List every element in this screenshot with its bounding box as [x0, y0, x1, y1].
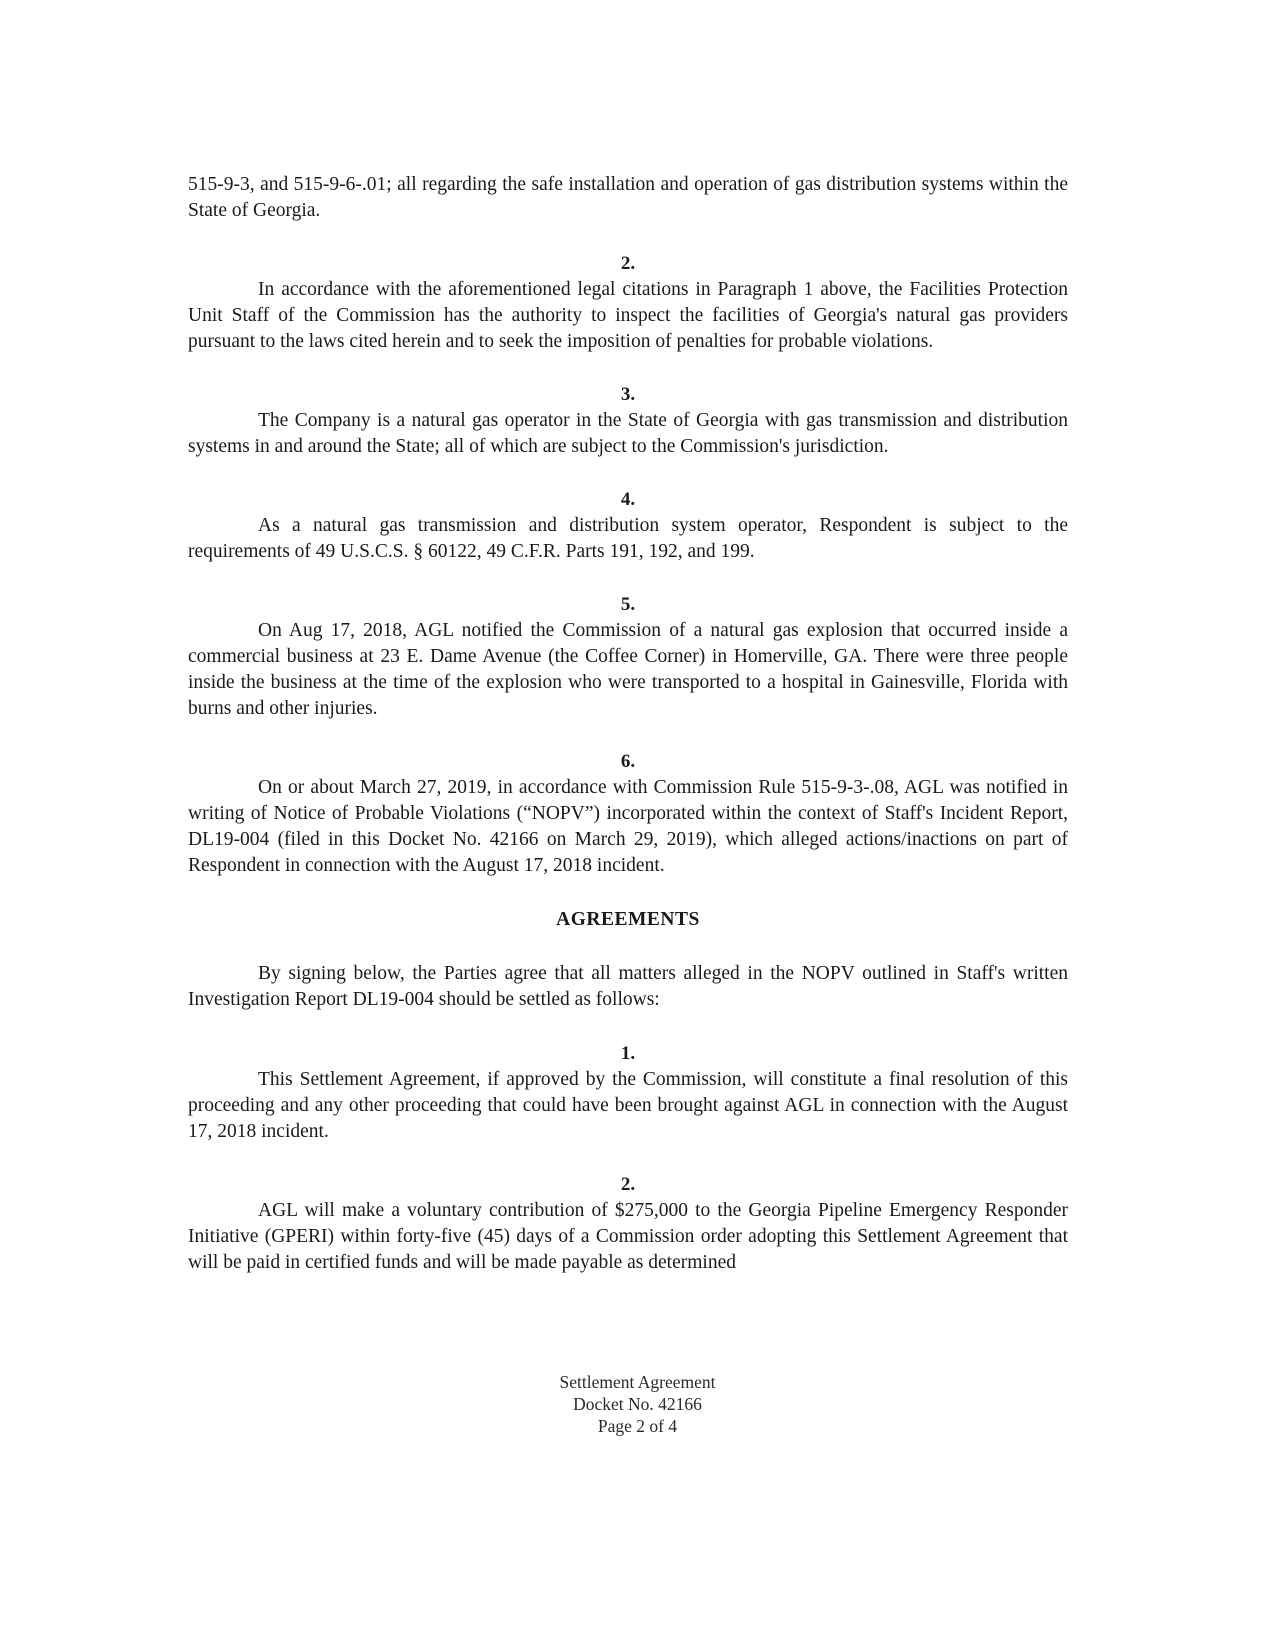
agreement-number: 2. — [620, 1174, 636, 1195]
agreement-paragraph: This Settlement Agreement, if approved by the Commission, will constitute a final resolution of this proceeding and any other proceeding that could have been brought against AGL in connection with the August 17, 2018 incident. — [188, 1069, 1068, 1142]
document-body — [188, 172, 1068, 1276]
agreement-number: 1. — [620, 1043, 636, 1064]
finding-paragraph: On Aug 17, 2018, AGL notified the Commission of a natural gas explosion that occurred inside a commercial business at 23 E. Dame Avenue (the Coffee Corner) in Homerville, GA. There were three people inside the business at the time of the explosion who were transported to a hospital in Gainesville, Florida with burns and other injuries. — [188, 620, 1068, 719]
finding-paragraph: In accordance with the aforementioned legal citations in Paragraph 1 above, the Facilities Protection Unit Staff of the Commission has the authority to inspect the facilities of Georgia's natural gas providers pursuant to the laws cited herein and to seek the imposition of penalties for probable violations. — [188, 279, 1068, 352]
footer-docket: Docket No. 42166 — [573, 1394, 702, 1414]
page-footer — [440, 1371, 835, 1437]
finding-paragraph: The Company is a natural gas operator in the State of Georgia with gas transmission and distribution systems in and around the State; all of which are subject to the Commission's jurisdiction. — [188, 410, 1068, 457]
finding-paragraph: On or about March 27, 2019, in accordance with Commission Rule 515-9-3-.08, AGL was notified in writing of Notice of Probable Violations (“NOPV”) incorporated within the context of Staff's Incident Report, DL19-004 (filed in this Docket No. 42166 on March 29, 2019), which alleged actions/inactions on part of Respondent in connection with the August 17, 2018 incident. — [188, 777, 1068, 876]
finding-number: 3. — [620, 384, 636, 405]
finding-number: 2. — [620, 253, 636, 274]
finding-number: 5. — [620, 594, 636, 615]
agreements-intro: By signing below, the Parties agree that all matters alleged in the NOPV outlined in Staff's written Investigation Report DL19-004 should be settled as follows: — [188, 963, 1068, 1010]
agreement-paragraph: AGL will make a voluntary contribution of $275,000 to the Georgia Pipeline Emergency Responder Initiative (GPERI) within forty-five (45) days of a Commission order adopting this Settlement Agreement that will be paid in certified funds and will be made payable as determined — [188, 1200, 1068, 1273]
finding-paragraph: As a natural gas transmission and distribution system operator, Respondent is subject to the requirements of 49 U.S.C.S. § 60122, 49 C.F.R. Parts 191, 192, and 199. — [188, 515, 1068, 562]
intro-continuation: 515-9-3, and 515-9-6-.01; all regarding the safe installation and operation of gas distribution systems within the State of Georgia. — [188, 174, 1068, 221]
footer-title: Settlement Agreement — [559, 1372, 716, 1392]
footer-page-number: Page 2 of 4 — [597, 1416, 678, 1436]
finding-number: 6. — [620, 751, 636, 772]
agreements-heading: AGREEMENTS — [556, 909, 700, 930]
finding-number: 4. — [620, 489, 636, 510]
